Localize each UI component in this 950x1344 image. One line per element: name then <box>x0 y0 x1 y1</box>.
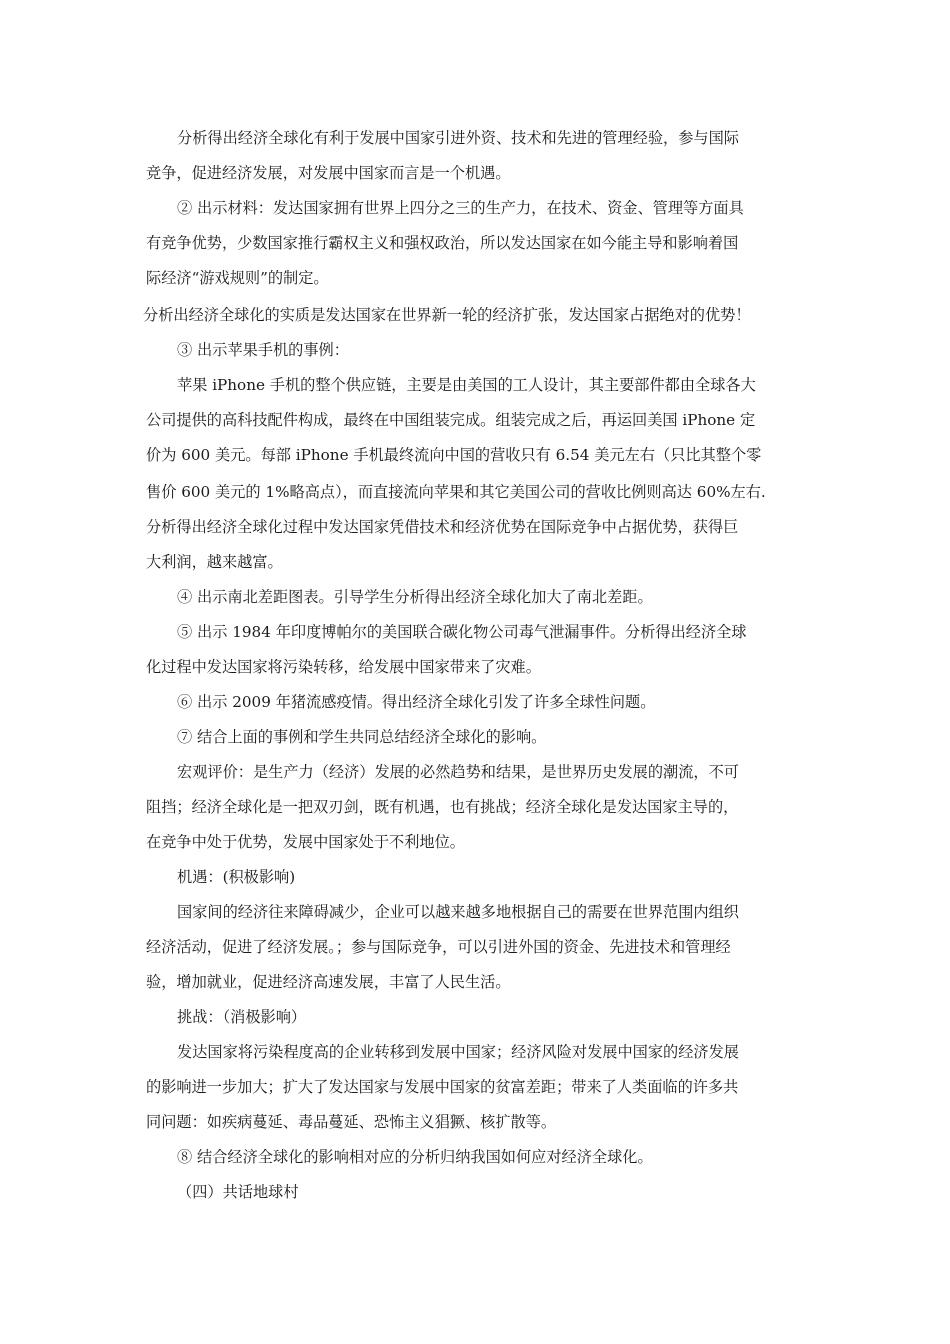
text-line: 宏观评价：是生产力（经济）发展的必然趋势和结果，是世界历史发展的潮流，不可 <box>177 763 739 781</box>
text-line: ⑦ 结合上面的事例和学生共同总结经济全球化的影响。 <box>177 728 547 746</box>
text-line: 国家间的经济往来障碍减少，企业可以越来越多地根据自己的需要在世界范围内组织 <box>177 903 739 921</box>
text-line: 苹果 iPhone 手机的整个供应链，主要是由美国的工人设计，其主要部件都由全球各大 <box>177 376 756 394</box>
text-line: 在竞争中处于优势，发展中国家处于不利地位。 <box>146 833 465 851</box>
text-line: ⑤ 出示 1984 年印度博帕尔的美国联合碳化物公司毒气泄漏事件。分析得出经济全球 <box>177 623 747 641</box>
text-line: 验，增加就业，促进经济高速发展，丰富了人民生活。 <box>146 973 511 991</box>
text-line: 售价 600 美元的 1%略高点），而直接流向苹果和其它美国公司的营收比例则高达 60%左右. <box>146 483 766 501</box>
text-line: ② 出示材料：发达国家拥有世界上四分之三的生产力，在技术、资金、管理等方面具 <box>177 199 744 217</box>
text-line: 大利润，越来越富。 <box>146 553 283 571</box>
text-line: 发达国家将污染程度高的企业转移到发展中国家；经济风险对发展中国家的经济发展 <box>177 1043 739 1061</box>
text-line: 有竞争优势，少数国家推行霸权主义和强权政治，所以发达国家在如今能主导和影响着国 <box>146 234 739 252</box>
text-line: ⑧ 结合经济全球化的影响相对应的分析归纳我国如何应对经济全球化。 <box>177 1148 653 1166</box>
text-line: 阻挡；经济全球化是一把双刃剑，既有机遇，也有挑战；经济全球化是发达国家主导的， <box>146 798 739 816</box>
text-line: 分析得出经济全球化过程中发达国家凭借技术和经济优势在国际竞争中占据优势，获得巨 <box>146 518 739 536</box>
text-line: ④ 出示南北差距图表。引导学生分析得出经济全球化加大了南北差距。 <box>177 588 653 606</box>
text-line: ③ 出示苹果手机的事例： <box>177 341 349 359</box>
text-line: 化过程中发达国家将污染转移，给发展中国家带来了灾难。 <box>146 658 541 676</box>
section-heading: （四）共话地球村 <box>177 1183 299 1201</box>
text-line: 的影响进一步加大；扩大了发达国家与发展中国家的贫富差距；带来了人类面临的许多共 <box>146 1078 739 1096</box>
text-line: 同问题：如疾病蔓延、毒品蔓延、恐怖主义猖獗、核扩散等。 <box>146 1113 557 1131</box>
text-line: 际经济“游戏规则”的制定。 <box>146 269 329 287</box>
text-line: 价为 600 美元。每部 iPhone 手机最终流向中国的营收只有 6.54 美元左右（只比其整个零 <box>146 446 762 464</box>
text-line: 分析得出经济全球化有利于发展中国家引进外资、技术和先进的管理经验，参与国际 <box>177 129 739 147</box>
text-line: 挑战：（消极影响） <box>177 1008 307 1026</box>
text-line: 经济活动，促进了经济发展。；参与国际竞争，可以引进外国的资金、先进技术和管理经 <box>146 938 731 956</box>
text-line: 机遇：(积极影响) <box>177 868 296 886</box>
text-line: 竞争，促进经济发展，对发展中国家而言是一个机遇。 <box>146 164 511 182</box>
text-line: 公司提供的高科技配件构成，最终在中国组装完成。组装完成之后，再运回美国 iPhone 定 <box>146 411 756 429</box>
text-line: 分析出经济全球化的实质是发达国家在世界新一轮的经济扩张，发达国家占据绝对的优势！ <box>143 306 751 324</box>
text-line: ⑥ 出示 2009 年猪流感疫情。得出经济全球化引发了许多全球性问题。 <box>177 693 656 711</box>
